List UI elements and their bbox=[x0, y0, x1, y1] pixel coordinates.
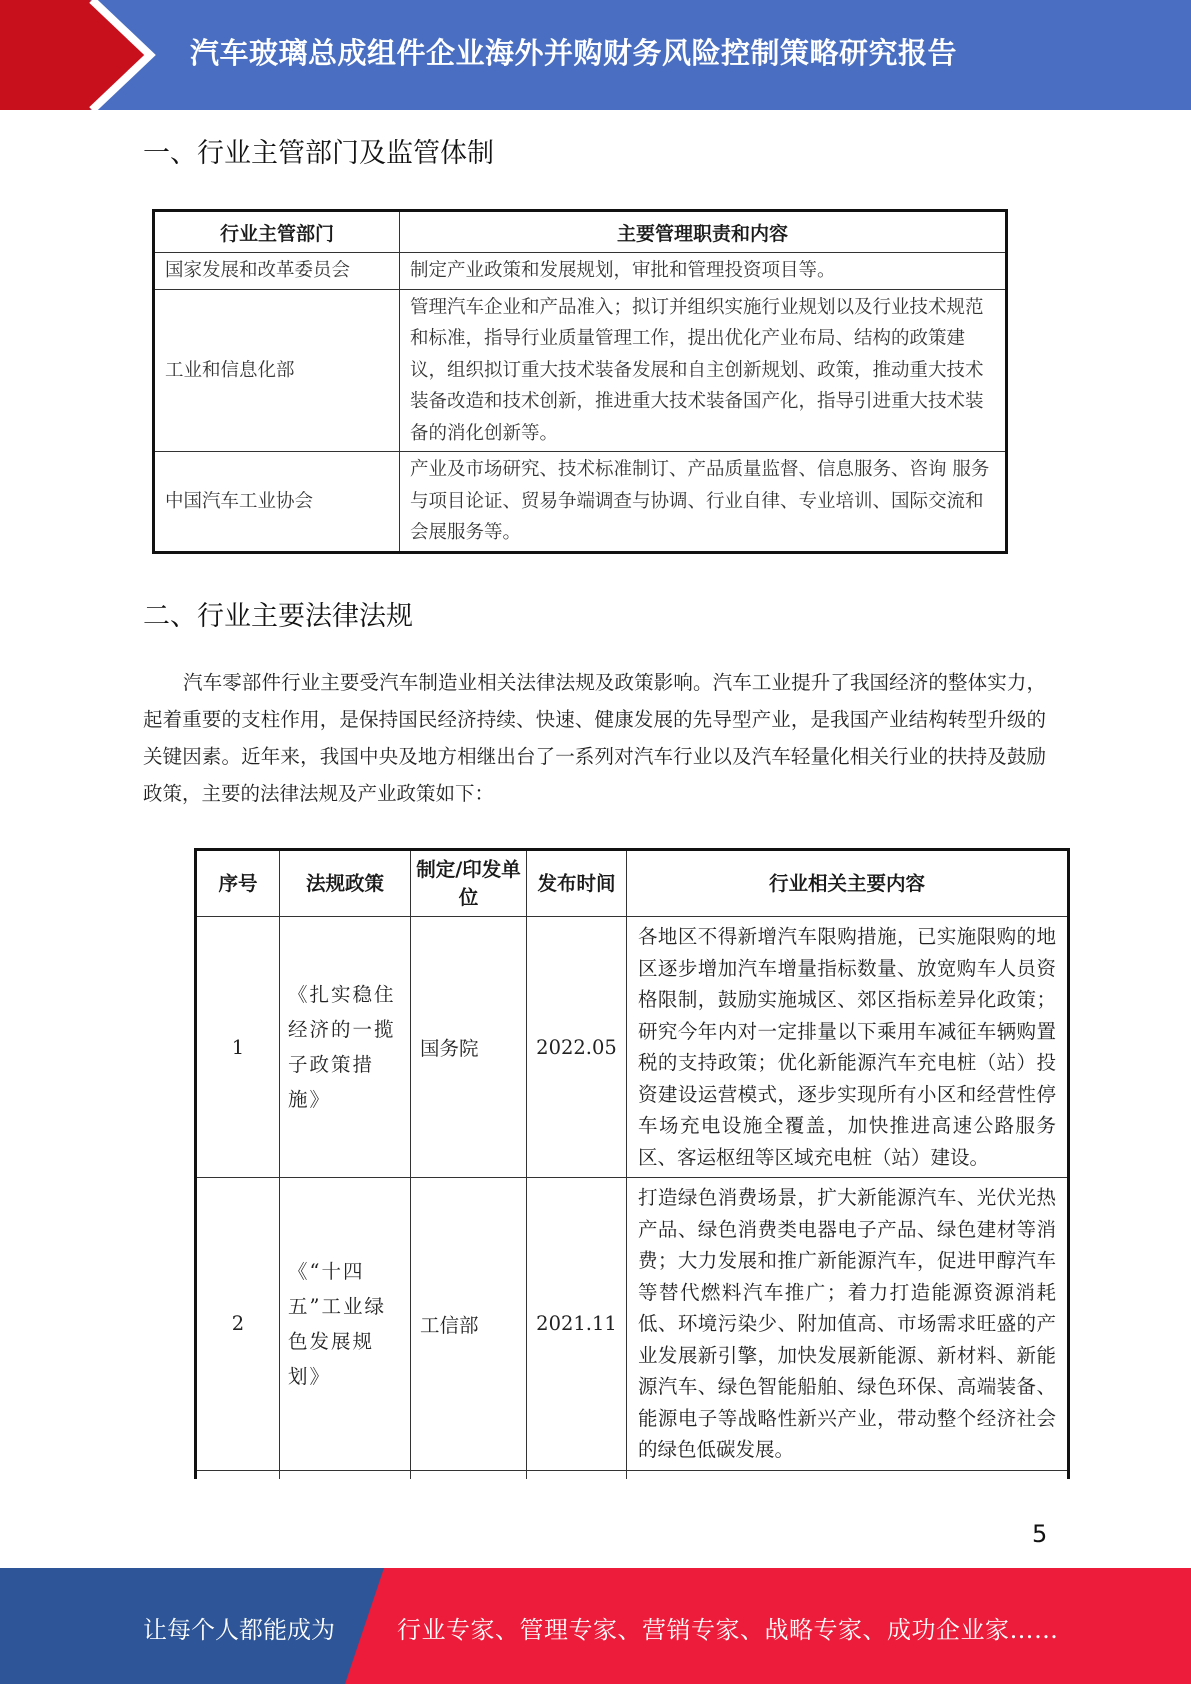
footer-slogan-right: 行业专家、管理专家、营销专家、战略专家、成功企业家…… bbox=[397, 1616, 1059, 1644]
dept-cell: 工业和信息化部 bbox=[154, 289, 400, 452]
date-cell: 2022.05 bbox=[527, 917, 627, 1178]
table-row bbox=[196, 917, 1069, 1178]
continuation-cell bbox=[627, 1470, 1069, 1479]
table-row bbox=[154, 452, 1007, 553]
issuer-cell: 国务院 bbox=[411, 917, 527, 1178]
continuation-cell bbox=[196, 1470, 280, 1479]
content-cell: 各地区不得新增汽车限购措施，已实施限购的地区逐步增加汽车增量指标数量、放宽购车人员资格限制，鼓励实施城区、郊区指标差异化政策；研究今年内对一定排量以下乘用车减征车辆购置税的支持政策；优化新能源汽车充电桩（站）投资建设运营模式，逐步实现所有小区和经营性停车场充电设施全覆盖，加快推进高速公路服务区、客运枢纽等区域充电桩（站）建设。 bbox=[627, 917, 1069, 1178]
continuation-cell bbox=[411, 1470, 527, 1479]
date-cell: 2021.11 bbox=[527, 1178, 627, 1471]
dept-cell: 中国汽车工业协会 bbox=[154, 452, 400, 553]
duty-cell: 产业及市场研究、技术标准制订、产品质量监督、信息服务、咨询 服务与项目论证、贸易争端调查与协调、行业自律、专业培训、国际交流和会展服务等。 bbox=[400, 452, 1007, 553]
table-header-cell: 制定/印发单位 bbox=[411, 850, 527, 917]
issuer-cell: 工信部 bbox=[411, 1178, 527, 1471]
policy-name-cell: 《“十四五”工业绿色发展规划》 bbox=[280, 1178, 411, 1471]
row-number-cell: 1 bbox=[196, 917, 280, 1178]
table-row bbox=[154, 289, 1007, 452]
table-header-cell: 发布时间 bbox=[527, 850, 627, 917]
table-header-cell: 行业主管部门 bbox=[154, 211, 400, 253]
page-number: 5 bbox=[1032, 1520, 1048, 1548]
table-row bbox=[196, 1178, 1069, 1471]
section-heading-regulators: 一、行业主管部门及监管体制 bbox=[143, 138, 494, 169]
continuation-cell bbox=[280, 1470, 411, 1479]
duty-cell: 管理汽车企业和产品准入；拟订并组织实施行业规划以及行业技术规范和标准，指导行业质量管理工作，提出优化产业布局、结构的政策建议，组织拟订重大技术装备发展和自主创新规划、政策，推动重大技术装备改造和技术创新，推进重大技术装备国产化，指导引进重大技术装备的消化创新等。 bbox=[400, 289, 1007, 452]
table-header-cell: 主要管理职责和内容 bbox=[400, 211, 1007, 253]
section-heading-laws: 二、行业主要法律法规 bbox=[143, 601, 413, 632]
intro-paragraph: 汽车零部件行业主要受汽车制造业相关法律法规及政策影响。汽车工业提升了我国经济的整体实力，起着重要的支柱作用，是保持国民经济持续、快速、健康发展的先导型产业，是我国产业结构转型升级的关键因素。近年来，我国中央及地方相继出台了一系列对汽车行业以及汽车轻量化相关行业的扶持及鼓励政策，主要的法律法规及产业政策如下： bbox=[143, 671, 1046, 805]
page-footer bbox=[0, 1568, 1191, 1684]
intro-paragraph-block bbox=[143, 664, 1046, 812]
table-header-row bbox=[196, 850, 1069, 917]
policy-name-cell: 《扎实稳住经济的一揽子政策措施》 bbox=[280, 917, 411, 1178]
table-header-row bbox=[154, 211, 1007, 253]
table-header-cell: 序号 bbox=[196, 850, 280, 917]
table-header-cell: 行业相关主要内容 bbox=[627, 850, 1069, 917]
continuation-cell bbox=[527, 1470, 627, 1479]
content-cell: 打造绿色消费场景，扩大新能源汽车、光伏光热产品、绿色消费类电器电子产品、绿色建材等消费；大力发展和推广新能源汽车，促进甲醇汽车等替代燃料汽车推广；着力打造能源资源消耗低、环境污染少、附加值高、市场需求旺盛的产业发展新引擎，加快发展新能源、新材料、新能源汽车、绿色智能船舶、绿色环保、高端装备、能源电子等战略性新兴产业，带动整个经济社会的绿色低碳发展。 bbox=[627, 1178, 1069, 1471]
report-title: 汽车玻璃总成组件企业海外并购财务风险控制策略研究报告 bbox=[190, 36, 958, 70]
dept-cell: 国家发展和改革委员会 bbox=[154, 253, 400, 290]
footer-slogan-left: 让每个人都能成为 bbox=[143, 1616, 335, 1644]
row-number-cell: 2 bbox=[196, 1178, 280, 1471]
page-header bbox=[0, 0, 1191, 110]
table-continuation-row bbox=[196, 1470, 1069, 1479]
table-row bbox=[154, 253, 1007, 290]
regulator-table bbox=[152, 209, 1008, 554]
duty-cell: 制定产业政策和发展规划，审批和管理投资项目等。 bbox=[400, 253, 1007, 290]
policy-table bbox=[194, 848, 1070, 1479]
table-header-cell: 法规政策 bbox=[280, 850, 411, 917]
